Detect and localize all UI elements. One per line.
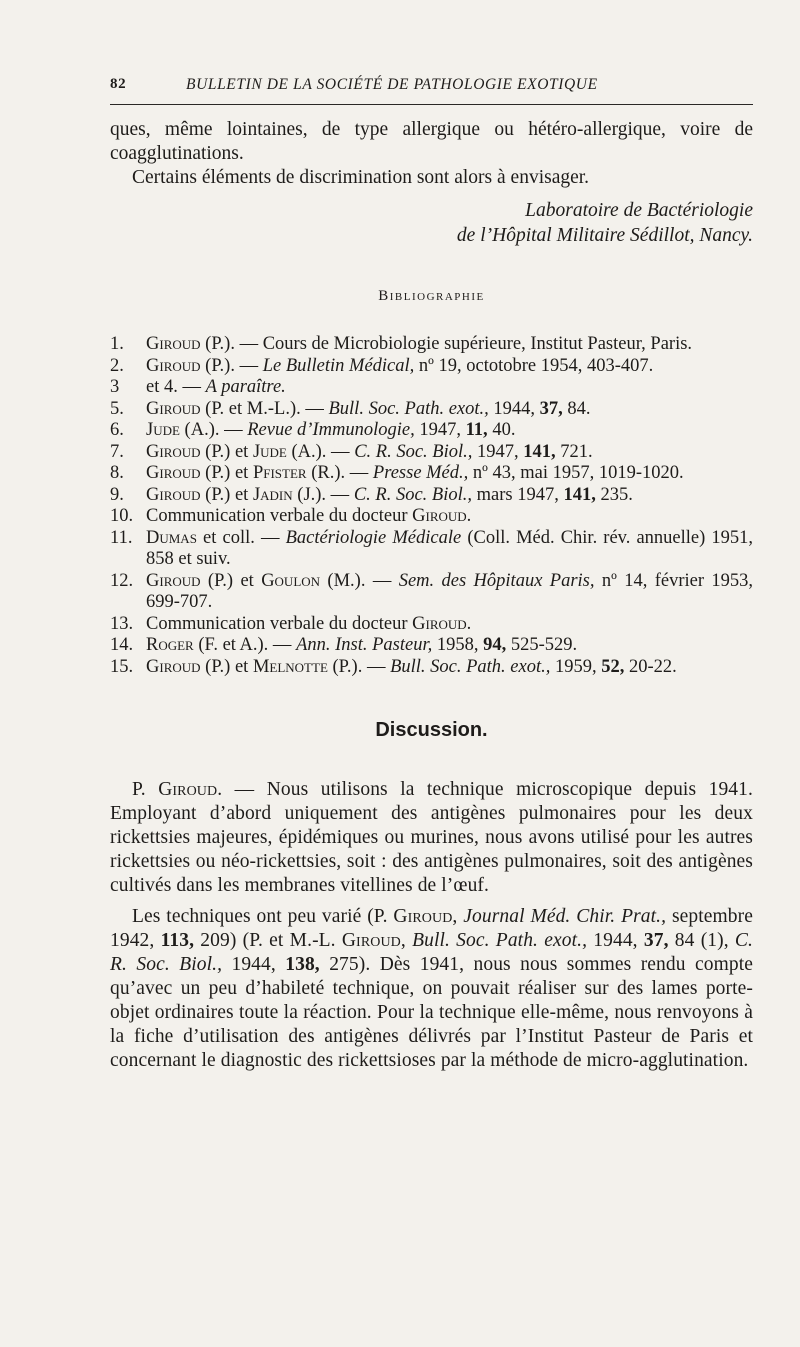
reference-item: 10. Communication verbale du docteur Giroud.: [110, 506, 472, 526]
discussion-heading: Discussion.: [375, 719, 488, 741]
affiliation: [110, 198, 753, 248]
journal-title: BULLETIN DE LA SOCIÉTÉ DE PATHOLOGIE EXOTIQUE: [186, 76, 598, 93]
reference-item: 1. Giroud (P.). — Cours de Microbiologie supérieure, Institut Pasteur, Paris.: [110, 334, 693, 354]
discussion-paragraph-1: P. Giroud. — Nous utilisons la technique microscopique depuis 1941. Employant d’abord uniquement des antigènes pulmonaires pour les deux rickettsies majeures, épidémiques ou murines, nous avons utilisé pour les autres rickettsies ou néo-rickettsies, soit : des antigènes pulmonaires, soit des antigènes cultivés dans les membranes vitellines de l’œuf.: [110, 779, 753, 896]
intro-paragraph-2: Certains éléments de discrimination sont alors à envisager.: [132, 167, 590, 188]
reference-list: [110, 334, 753, 678]
affiliation-line-2: de l’Hôpital Militaire Sédillot, Nancy.: [456, 225, 753, 246]
reference-item: 15. Giroud (P.) et Melnotte (P.). — Bull. Soc. Path. exot., 1959, 52, 20-22.: [110, 656, 677, 677]
reference-item: 8. Giroud (P.) et Pfister (R.). — Presse Méd., nº 43, mai 1957, 1019-1020.: [110, 463, 684, 483]
reference-item: 11. Dumas et coll. — Bactériologie Médicale (Coll. Méd. Chir. rév. annuelle) 1951, 858 et suiv.: [110, 527, 754, 569]
reference-item: 2. Giroud (P.). — Le Bulletin Médical, nº 19, octotobre 1954, 403-407.: [110, 355, 654, 376]
bibliography-heading: Bibliographie: [378, 288, 485, 304]
reference-item: 13. Communication verbale du docteur Giroud.: [110, 613, 472, 634]
reference-item: 5. Giroud (P. et M.-L.). — Bull. Soc. Path. exot., 1944, 37, 84.: [110, 398, 591, 419]
intro-paragraph-1: ques, même lointaines, de type allergique ou hétéro-allergique, voire de coagglutinations.: [110, 119, 753, 164]
affiliation-line-1: Laboratoire de Bactériologie: [525, 200, 753, 221]
reference-item: 12. Giroud (P.) et Goulon (M.). — Sem. des Hôpitaux Paris, nº 14, février 1953, 699-707.: [110, 570, 754, 612]
discussion-body: [110, 778, 753, 1073]
discussion-paragraph-2: Les techniques ont peu varié (P. Giroud, Journal Méd. Chir. Prat., septembre 1942, 113, 209) (P. et M.-L. Giroud, Bull. Soc. Path. exot., 1944, 37, 84 (1), C. R. Soc. Biol., 1944, 138, 275). Dès 1941, nous nous sommes rendu compte qu’avec un peu d’habileté technique, on pouvait réaliser sur des lames porte-objet ordinaires toute la réaction. Pour la technique elle-même, nous renvoyons à la fiche d’utilisation des antigènes délivrés par l’Institut Pasteur de Paris et concernant le diagnostic des rickettsioses par la méthode de micro-agglutination.: [110, 906, 754, 1071]
reference-item: 9. Giroud (P.) et Jadin (J.). — C. R. Soc. Biol., mars 1947, 141, 235.: [110, 484, 633, 505]
page-number: 82: [110, 76, 127, 92]
reference-item: 3 et 4. — A paraître.: [110, 377, 286, 397]
reference-item: 14. Roger (F. et A.). — Ann. Inst. Pasteur, 1958, 94, 525-529.: [110, 635, 578, 655]
reference-item: 7. Giroud (P.) et Jude (A.). — C. R. Soc. Biol., 1947, 141, 721.: [110, 441, 593, 462]
running-header: [110, 76, 753, 105]
page-content: [110, 118, 753, 1073]
reference-item: 6. Jude (A.). — Revue d’Immunologie, 1947, 11, 40.: [110, 420, 516, 440]
